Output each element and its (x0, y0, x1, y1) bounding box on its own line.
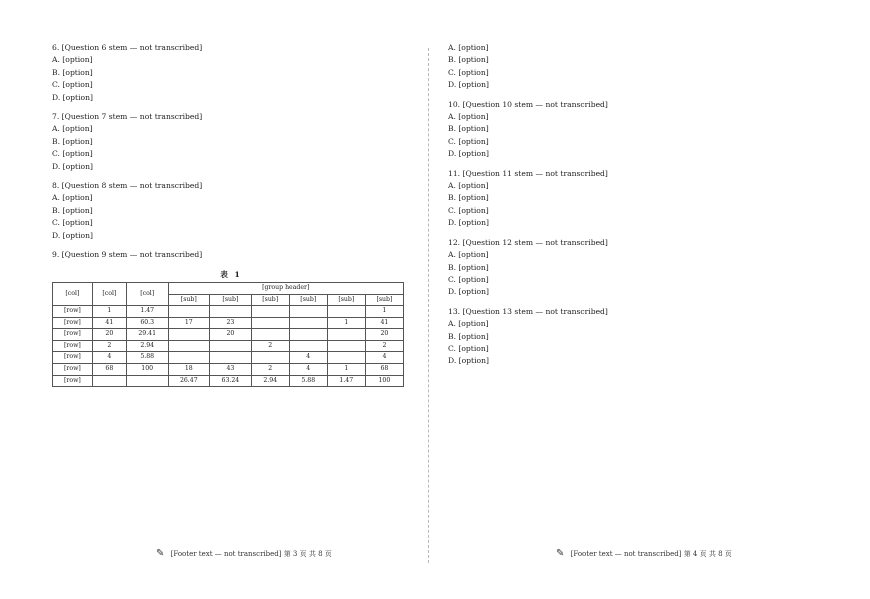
table-cell: 20 (365, 329, 403, 341)
table-cell: 2.94 (251, 375, 289, 387)
table-cell (327, 329, 365, 341)
table-header-cell: [sub] (289, 294, 327, 306)
table-cell (251, 329, 289, 341)
table-cell (289, 329, 327, 341)
table-header-cell: [sub] (327, 294, 365, 306)
question-stem (448, 237, 818, 249)
table-cell: 43 (210, 364, 252, 376)
table-header-cell: [group header] (168, 282, 404, 294)
answer-option: D. [option] (52, 161, 93, 171)
question-item (448, 168, 818, 230)
answer-option: C. [option] (448, 136, 489, 146)
question-item (52, 111, 410, 173)
table-header-cell: [sub] (210, 294, 252, 306)
answer-option: D. [option] (52, 230, 93, 240)
table-row (53, 340, 404, 352)
answer-option: B. [option] (448, 55, 489, 65)
question-text: [Question 11 stem — not transcribed] (462, 168, 608, 178)
question-stem (52, 42, 410, 54)
answer-option: D. [option] (448, 287, 489, 297)
question-number: 10. (448, 99, 461, 109)
table-header-cell: [sub] (365, 294, 403, 306)
table-cell (327, 340, 365, 352)
question-text: [Question 6 stem — not transcribed] (61, 43, 203, 52)
table-cell: [row] (53, 329, 93, 341)
table-cell: 4 (365, 352, 403, 364)
table-cell: 41 (92, 317, 126, 329)
table-cell: 5.88 (126, 352, 168, 364)
footer-right-text: [Footer text — not transcribed] 第 4 页 共 8 页 (570, 550, 732, 558)
table-cell: 4 (289, 364, 327, 376)
question-stem (52, 180, 410, 192)
table-header-cell: [sub] (168, 294, 210, 306)
table-cell: [row] (53, 375, 93, 387)
right-questions (448, 99, 818, 368)
table-cell: 1 (92, 306, 126, 318)
left-questions (52, 42, 410, 262)
question-number: 11. (448, 168, 461, 178)
footer-right (556, 548, 732, 560)
table-cell: 1.47 (327, 375, 365, 387)
question-item (448, 237, 818, 299)
table-cell (126, 375, 168, 387)
question-number: 6. (52, 43, 60, 52)
table-cell: [row] (53, 306, 93, 318)
table-cell: 2 (251, 340, 289, 352)
table-cell: 5.88 (289, 375, 327, 387)
table-cell (251, 306, 289, 318)
table-cell: 1 (327, 317, 365, 329)
table-cell: 4 (92, 352, 126, 364)
table-cell: 23 (210, 317, 252, 329)
table-cell: 26.47 (168, 375, 210, 387)
table-cell: 2 (365, 340, 403, 352)
table-cell: 2.94 (126, 340, 168, 352)
answer-option: C. [option] (52, 218, 93, 228)
answer-option: A. [option] (52, 55, 93, 65)
table-cell: 20 (210, 329, 252, 341)
question-number: 8. (52, 181, 60, 191)
table-cell: 68 (365, 364, 403, 376)
table-header-row (53, 282, 404, 294)
table-cell (92, 375, 126, 387)
table-row (53, 352, 404, 364)
answer-option: B. [option] (448, 331, 489, 341)
brand-logo-icon: ✎ (156, 548, 165, 559)
question-continuation (448, 42, 818, 92)
answer-option: C. [option] (448, 274, 489, 284)
question-item (448, 99, 818, 161)
answer-option: A. [option] (448, 250, 489, 260)
table-cell (168, 329, 210, 341)
left-column (52, 42, 410, 387)
table-cell: 1.47 (126, 306, 168, 318)
table-cell: 100 (126, 364, 168, 376)
table-cell: 68 (92, 364, 126, 376)
table-cell: 18 (168, 364, 210, 376)
question-text: [Question 7 stem — not transcribed] (61, 112, 203, 122)
answer-option: A. [option] (448, 112, 489, 122)
answer-option: A. [option] (448, 319, 489, 329)
table-cell (289, 317, 327, 329)
table-cell (251, 352, 289, 364)
table-cell: [row] (53, 340, 93, 352)
table-cell: 2 (251, 364, 289, 376)
answer-option: A. [option] (52, 124, 93, 134)
table-row (53, 306, 404, 318)
table-header-cell: [sub] (251, 294, 289, 306)
question-stem (448, 306, 818, 318)
question-text: [Question 13 stem — not transcribed] (462, 306, 608, 316)
table-title: 表 1 (220, 269, 242, 279)
footer-left (156, 548, 332, 560)
question-text: [Question 8 stem — not transcribed] (61, 181, 203, 191)
question-text: [Question 12 stem — not transcribed] (462, 237, 608, 247)
answer-option: B. [option] (52, 136, 93, 146)
table-cell: [row] (53, 317, 93, 329)
answer-option: C. [option] (448, 343, 489, 353)
question-number: 9. (52, 250, 60, 260)
answer-option: C. [option] (52, 80, 93, 90)
question-text: [Question 9 stem — not transcribed] (61, 250, 203, 260)
table-cell (327, 306, 365, 318)
answer-option: A. [option] (448, 43, 489, 52)
question-item (52, 42, 410, 104)
question-item (448, 306, 818, 368)
question-number: 12. (448, 237, 461, 247)
table-cell (168, 352, 210, 364)
table-header-cell: [col] (53, 282, 93, 305)
table-cell (168, 306, 210, 318)
table-cell: 4 (289, 352, 327, 364)
table-cell: 29.41 (126, 329, 168, 341)
table-body (53, 306, 404, 387)
answer-option: D. [option] (448, 149, 489, 159)
answer-option: D. [option] (448, 218, 489, 228)
answer-option: B. [option] (448, 262, 489, 272)
table-cell: 1 (327, 364, 365, 376)
answer-option: C. [option] (448, 205, 489, 215)
column-divider (428, 48, 429, 563)
question-text: [Question 10 stem — not transcribed] (462, 99, 608, 109)
answer-option: D. [option] (448, 356, 489, 366)
table-cell: 100 (365, 375, 403, 387)
brand-logo-icon: ✎ (556, 548, 565, 559)
question-stem (52, 111, 410, 123)
question-item (52, 249, 410, 261)
footer-left-text: [Footer text — not transcribed] 第 3 页 共 8 页 (170, 550, 332, 558)
question-number: 7. (52, 112, 60, 122)
table-cell: 41 (365, 317, 403, 329)
table-cell: 17 (168, 317, 210, 329)
table-row (53, 329, 404, 341)
answer-option: B. [option] (52, 205, 93, 215)
answer-option: B. [option] (448, 124, 489, 134)
answer-option: A. [option] (448, 181, 489, 191)
table-header-cell: [col] (126, 282, 168, 305)
table-cell: 1 (365, 306, 403, 318)
right-column (448, 42, 818, 375)
question-item (52, 180, 410, 242)
question-stem (448, 99, 818, 111)
table-header-cell: [col] (92, 282, 126, 305)
table-cell (289, 306, 327, 318)
table-row (53, 375, 404, 387)
table-cell (327, 352, 365, 364)
table-cell: 2 (92, 340, 126, 352)
data-table (52, 282, 404, 387)
answer-option: C. [option] (448, 67, 489, 77)
table-cell: 20 (92, 329, 126, 341)
table-cell (251, 317, 289, 329)
answer-option: D. [option] (448, 80, 489, 90)
table-cell (210, 306, 252, 318)
table-row (53, 364, 404, 376)
answer-option: C. [option] (52, 149, 93, 159)
table-cell (289, 340, 327, 352)
table-cell: [row] (53, 364, 93, 376)
table-cell (210, 352, 252, 364)
answer-option: B. [option] (448, 193, 489, 203)
table-cell (210, 340, 252, 352)
answer-option: D. [option] (52, 92, 93, 102)
answer-option: B. [option] (52, 67, 93, 77)
answer-option: A. [option] (52, 193, 93, 203)
table-cell: 63.24 (210, 375, 252, 387)
table-cell (168, 340, 210, 352)
table-cell: [row] (53, 352, 93, 364)
question-stem (52, 249, 410, 261)
question-number: 13. (448, 306, 461, 316)
table-cell: 60.3 (126, 317, 168, 329)
table-row (53, 317, 404, 329)
question-stem (448, 168, 818, 180)
